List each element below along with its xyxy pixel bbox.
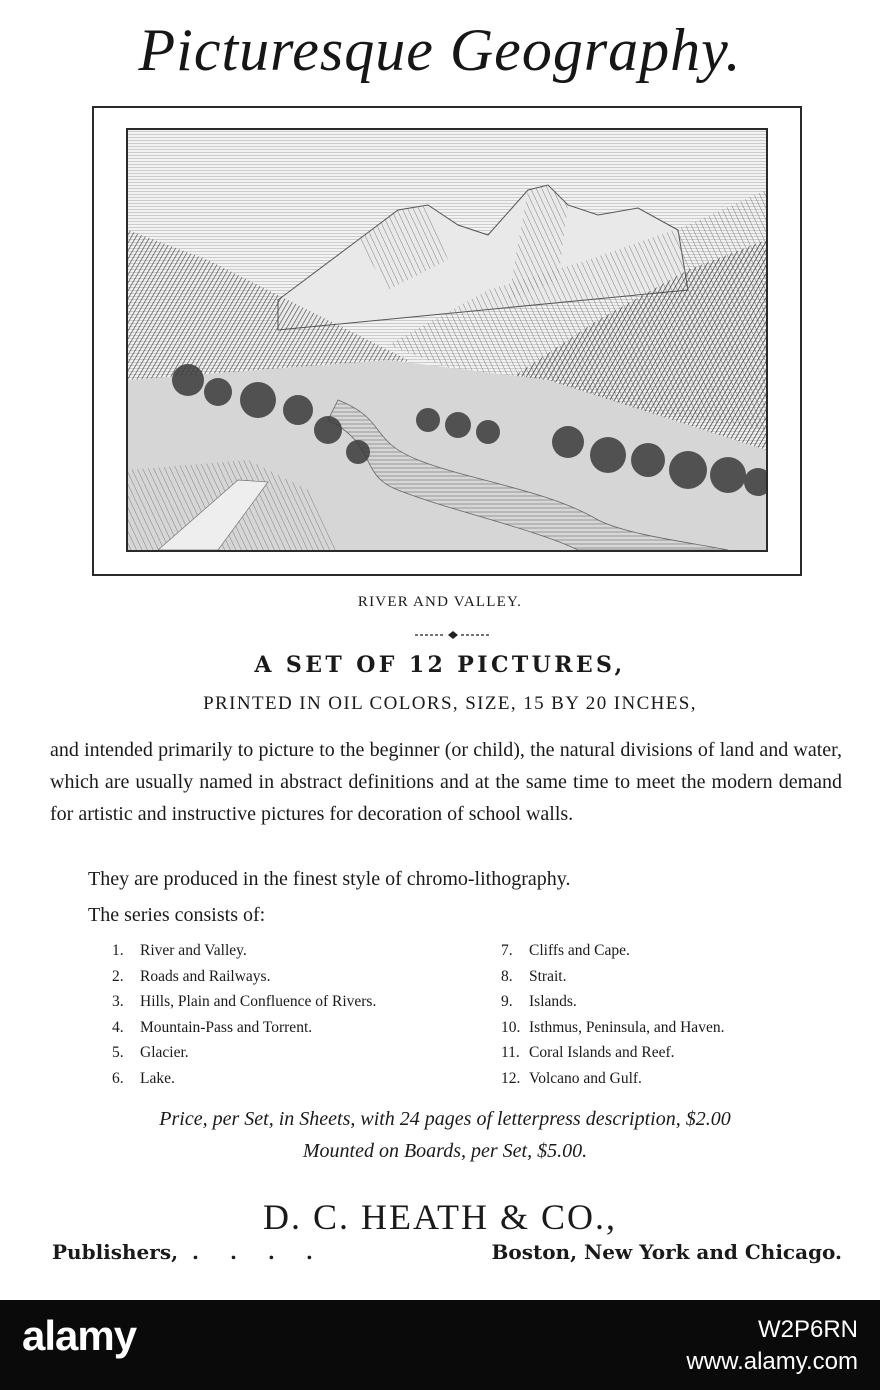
series-intro-line: The series consists of: (88, 904, 266, 926)
watermark-image-id: W2P6RN (757, 1316, 858, 1343)
production-line: They are produced in the finest style of chromo-lithography. (88, 868, 571, 890)
watermark-url: www.alamy.com (686, 1348, 858, 1375)
list-item: 1. River and Valley. (112, 942, 247, 959)
illustration-caption: RIVER AND VALLEY. (357, 594, 523, 610)
set-heading: A SET OF 12 PICTURES, (254, 652, 626, 678)
intro-paragraph: and intended primarily to picture to the beginner (or child), the natural divisions of land and water, which are usually named in abstract definitions and at the same time to meet the modern demand for artistic and instructive pictures for decoration of school walls. (50, 739, 842, 825)
publishers-cities: Boston, New York and Chicago. (491, 1240, 842, 1264)
list-item: 8. Strait. (501, 967, 567, 985)
series-list-left (112, 942, 376, 1095)
price-sheets: Price, per Set, in Sheets, with 24 pages of letterpress description, $2.00 (159, 1108, 731, 1130)
list-item: 10. Isthmus, Peninsula, and Haven. (501, 1018, 725, 1036)
list-item: 11. Coral Islands and Reef. (501, 1044, 675, 1061)
series-list-right (501, 942, 724, 1095)
list-item: 2. Roads and Railways. (112, 967, 271, 985)
alamy-logo: alamy (22, 1312, 137, 1359)
list-item: 3. Hills, Plain and Confluence of Rivers. (112, 993, 377, 1010)
ornament-divider-icon (415, 628, 491, 642)
list-item: 7. Cliffs and Cape. (501, 942, 630, 959)
publisher-info-row (52, 1240, 842, 1264)
price-boards: Mounted on Boards, per Set, $5.00. (302, 1140, 588, 1162)
publishers-label: Publishers, (52, 1240, 179, 1264)
list-item: 6. Lake. (112, 1069, 175, 1087)
page-title: Picturesque Geography. (138, 17, 742, 83)
publisher-name: D. C. HEATH & CO., (262, 1197, 617, 1237)
publishers-dots: . . . . (192, 1240, 325, 1264)
list-item: 4. Mountain-Pass and Torrent. (112, 1018, 313, 1036)
illustration-inner-frame (126, 128, 768, 552)
river-valley-engraving-icon (128, 130, 766, 550)
list-item: 9. Islands. (501, 993, 577, 1010)
list-item: 5. Glacier. (112, 1044, 189, 1061)
list-item: 12. Volcano and Gulf. (501, 1069, 642, 1087)
set-subheading: PRINTED IN OIL COLORS, SIZE, 15 BY 20 INCHES, (203, 693, 697, 714)
